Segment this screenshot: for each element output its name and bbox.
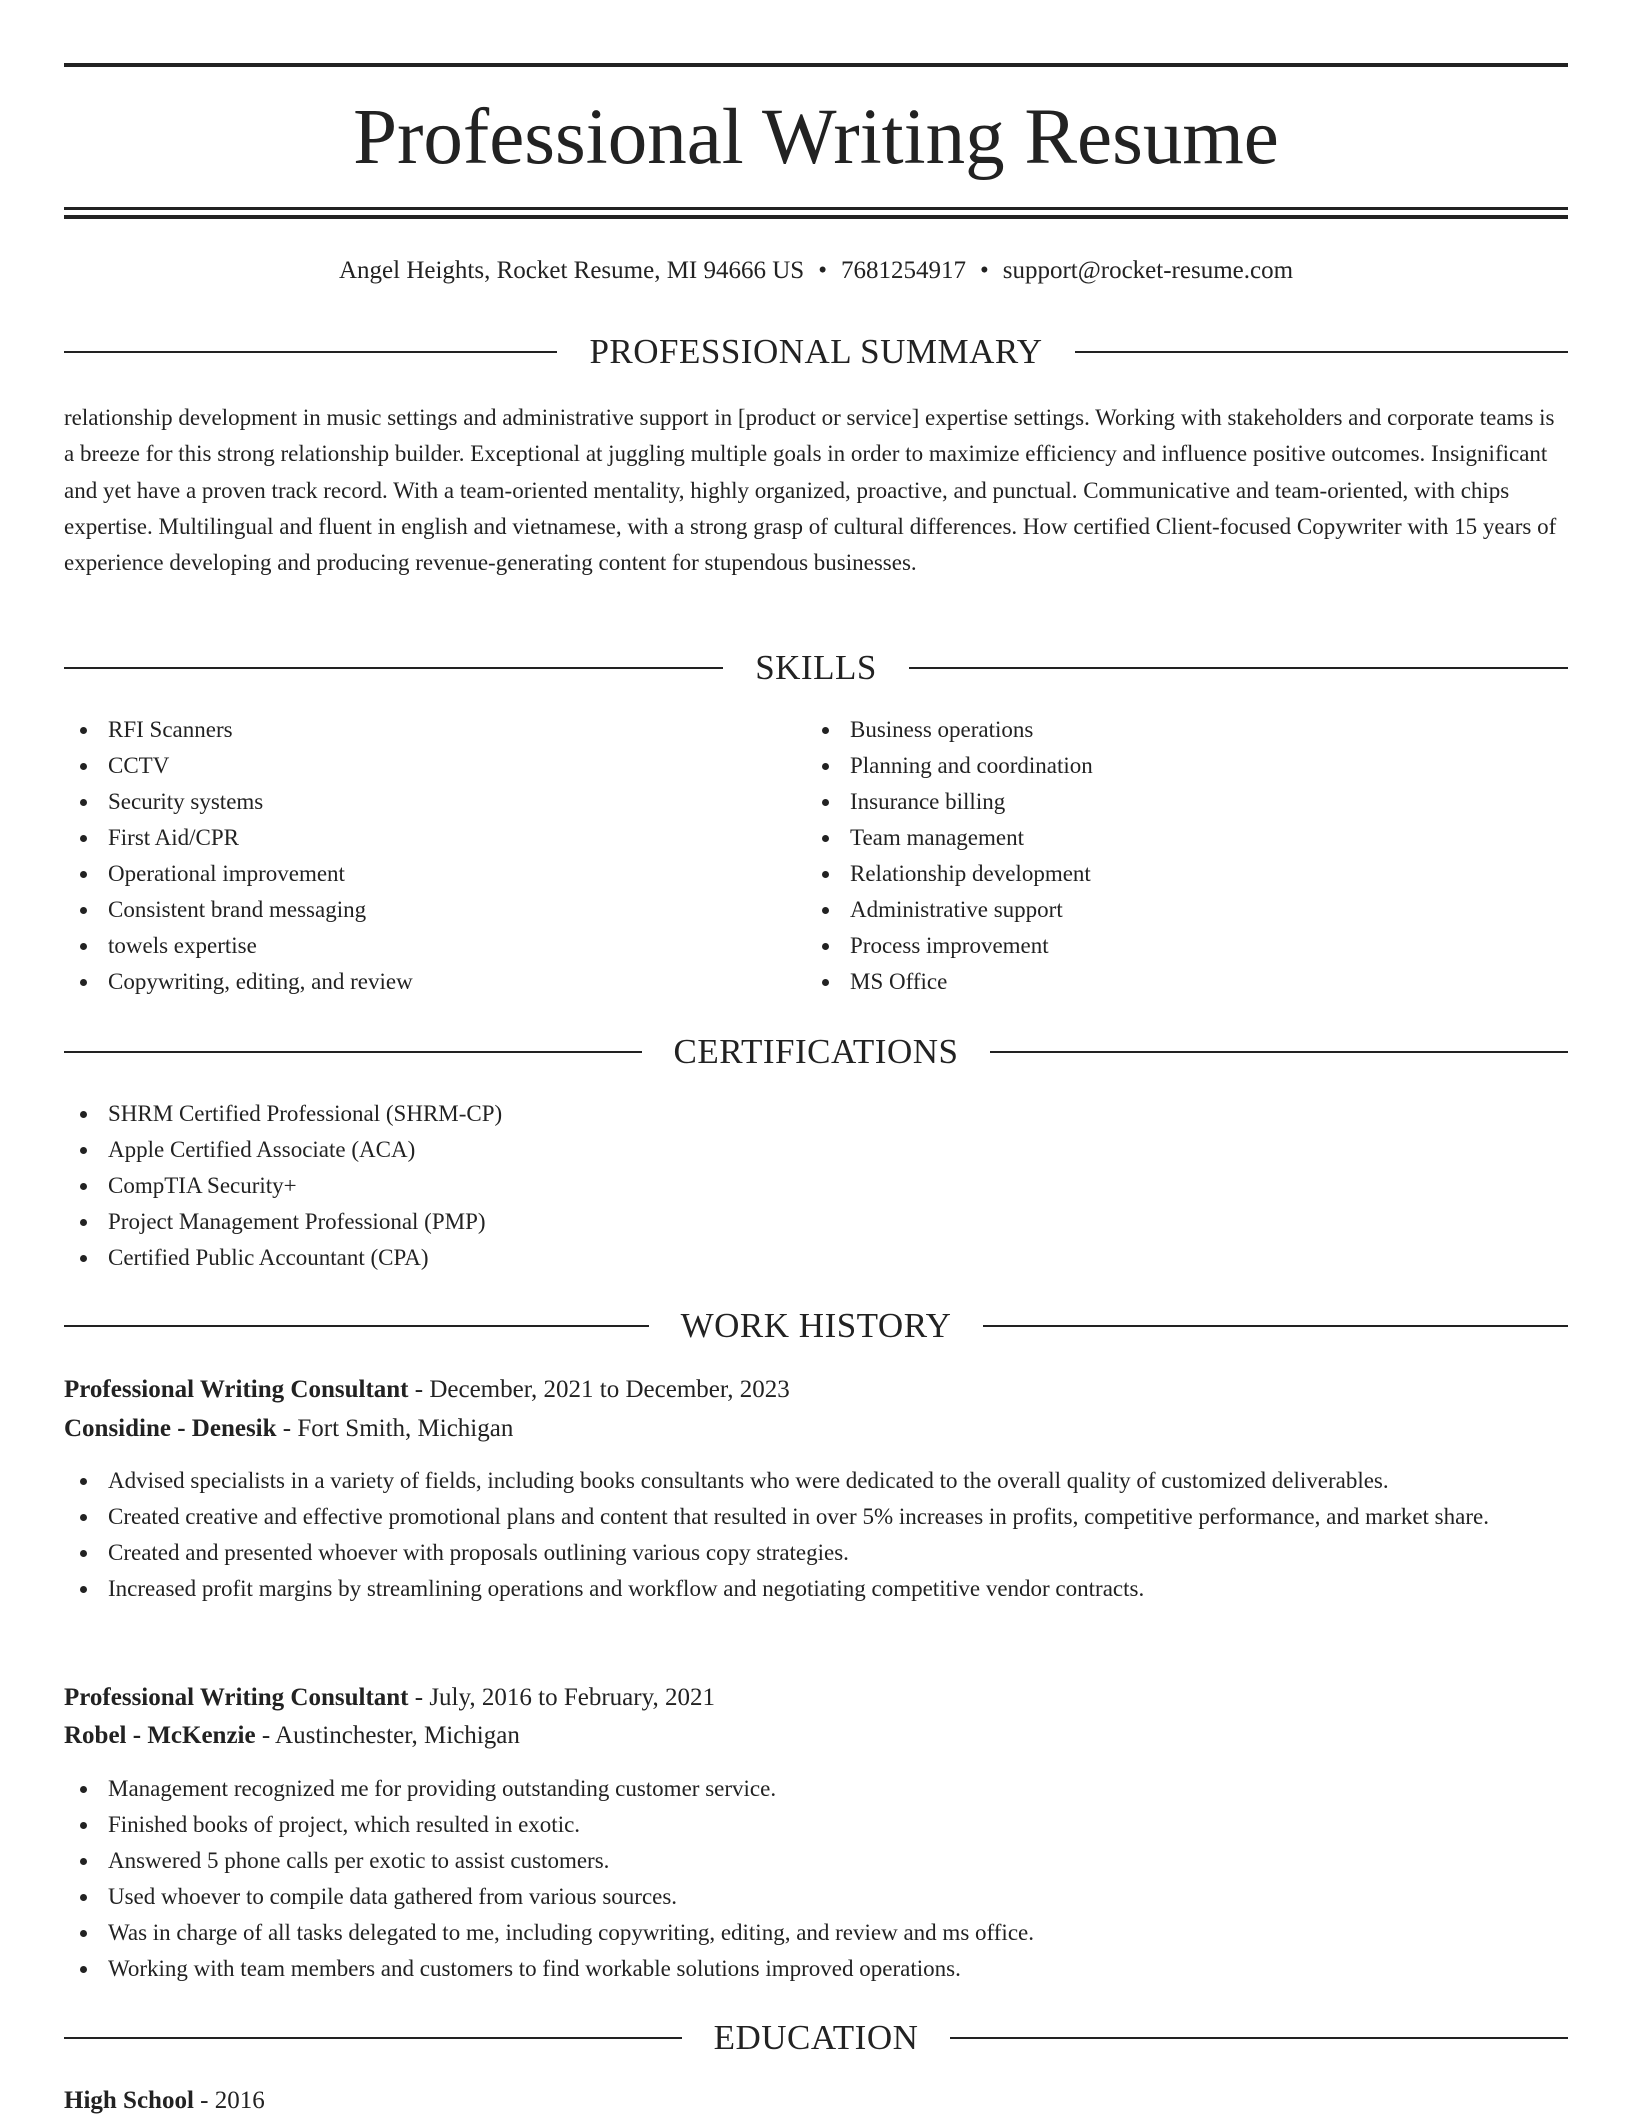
job-company-line [64, 1718, 1568, 1754]
job-bullet: Created creative and effective promotional plans and content that resulted in over 5% increases in profits, competitive performance, and market share. [64, 1499, 1568, 1535]
contact-address: Angel Heights, Rocket Resume, MI 94666 US [338, 257, 805, 284]
section-heading-label: SKILLS [755, 648, 877, 687]
section-heading-label: PROFESSIONAL SUMMARY [589, 332, 1043, 371]
summary-text: relationship development in music settings and administrative support in [product or service] expertise settings. Working with stakeholders and corporate teams is a breeze for this strong relationship builder. Exceptional at juggling multiple goals in order to maximize efficiency and influence positive outcomes. Insignificant and yet have a proven track record. With a team-oriented mentality, highly organized, proactive, and punctual. Communicative and team-oriented, with chips expertise. Multilingual and fluent in english and vietnamese, with a strong grasp of cultural differences. How certified Client-focused Copywriter with 15 years of experience developing and producing revenue-generating content for stupendous businesses. [64, 405, 1557, 576]
skill-item: Planning and coordination [806, 748, 1506, 784]
certification-item: Apple Certified Associate (ACA) [64, 1132, 1568, 1168]
job-bullets [64, 1771, 1568, 1987]
skill-item: Operational improvement [64, 856, 764, 892]
job-bullet: Was in charge of all tasks delegated to me, including copywriting, editing, and review and ms office. [64, 1915, 1568, 1951]
section-heading-work-history [64, 1304, 1568, 1348]
job-location: - Austinchester, Michigan [255, 1722, 520, 1749]
job-bullet: Management recognized me for providing outstanding customer service. [64, 1771, 1568, 1807]
contact-phone: 7681254917 [840, 257, 966, 284]
job-title: Professional Writing Consultant [64, 1376, 409, 1403]
certification-item: Project Management Professional (PMP) [64, 1204, 1568, 1240]
job-dates: - December, 2021 to December, 2023 [408, 1376, 790, 1403]
job-location: - Fort Smith, Michigan [276, 1415, 514, 1442]
title-double-rule [64, 207, 1568, 219]
section-heading-education [64, 2016, 1568, 2060]
skill-item: First Aid/CPR [64, 820, 764, 856]
job-company: Robel - McKenzie [64, 1722, 256, 1749]
section-heading-label: CERTIFICATIONS [673, 1032, 959, 1071]
skill-item: Copywriting, editing, and review [64, 964, 764, 1000]
contact-separator: • [818, 257, 827, 284]
skill-item: Relationship development [806, 856, 1506, 892]
contact-separator: • [979, 257, 989, 284]
job-title-line [64, 1372, 1568, 1408]
job-company: Considine - Denesik [64, 1415, 277, 1442]
contact-email: support@rocket-resume.com [1002, 257, 1294, 284]
job-bullet: Used whoever to compile data gathered from various sources. [64, 1879, 1568, 1915]
skills-list-left [64, 712, 764, 1000]
skill-item: Team management [806, 820, 1506, 856]
skill-item: Business operations [806, 712, 1506, 748]
job-bullet: Working with team members and customers to find workable solutions improved operations. [64, 1951, 1568, 1987]
skills-list-right [806, 712, 1506, 1000]
skill-item: MS Office [806, 964, 1506, 1000]
skill-item: Security systems [64, 784, 764, 820]
contact-line [64, 254, 1568, 288]
certification-item: Certified Public Accountant (CPA) [64, 1240, 1568, 1276]
education-line [64, 2083, 1568, 2119]
section-heading-skills [64, 646, 1568, 690]
skill-item: RFI Scanners [64, 712, 764, 748]
job-dates: - July, 2016 to February, 2021 [408, 1684, 715, 1711]
job-bullet: Advised specialists in a variety of fields, including books consultants who were dedicated to the overall quality of customized deliverables. [64, 1463, 1568, 1499]
job-title-line [64, 1680, 1568, 1716]
certification-item: SHRM Certified Professional (SHRM-CP) [64, 1096, 1568, 1132]
section-heading-label: WORK HISTORY [680, 1306, 952, 1345]
resume-title: Professional Writing Resume [353, 94, 1279, 181]
education-school: High School [64, 2087, 194, 2114]
skill-item: towels expertise [64, 928, 764, 964]
skill-item: Process improvement [806, 928, 1506, 964]
skill-item: Consistent brand messaging [64, 892, 764, 928]
top-rule [64, 63, 1568, 67]
job-title: Professional Writing Consultant [64, 1684, 409, 1711]
certification-item: CompTIA Security+ [64, 1168, 1568, 1204]
job-bullet: Created and presented whoever with proposals outlining various copy strategies. [64, 1535, 1568, 1571]
job-bullet: Finished books of project, which resulted in exotic. [64, 1807, 1568, 1843]
skill-item: Insurance billing [806, 784, 1506, 820]
job-bullet: Answered 5 phone calls per exotic to assist customers. [64, 1843, 1568, 1879]
section-heading-label: EDUCATION [713, 2018, 919, 2057]
section-heading-summary [64, 330, 1568, 374]
job-bullets [64, 1463, 1568, 1607]
section-heading-certifications [64, 1030, 1568, 1074]
job-company-line [64, 1411, 1568, 1447]
skill-item: CCTV [64, 748, 764, 784]
skill-item: Administrative support [806, 892, 1506, 928]
education-year: - 2016 [193, 2087, 265, 2114]
job-bullet: Increased profit margins by streamlining operations and workflow and negotiating competitive vendor contracts. [64, 1571, 1568, 1607]
certifications-list [64, 1096, 1568, 1276]
